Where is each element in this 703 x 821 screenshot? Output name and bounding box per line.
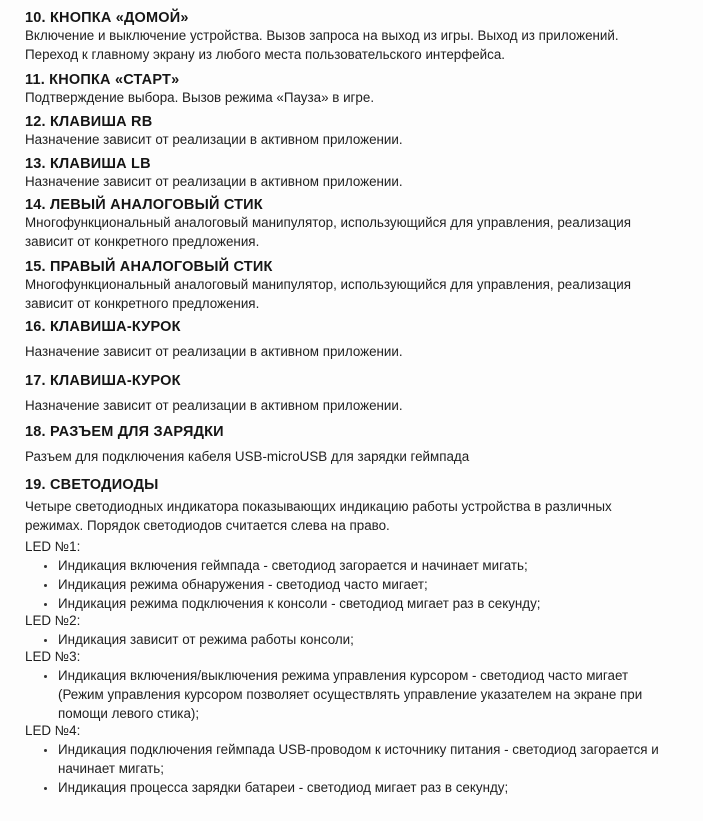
section-text: Многофункциональный аналоговый манипулятор, использующийся для управления, реализация зависит от конкретного предложения. [25,215,631,249]
bullet-icon [40,575,54,594]
section-text: Четыре светодиодных индикатора показывающих индикацию работы устройства в различных режимах. Порядок светодиодов считается слева на право. [25,499,612,533]
list-item: Индикация режима обнаружения - светодиод часто мигает; [40,575,673,594]
section-title: 12. КЛАВИША RB [25,114,153,130]
led-4-label: LED №4: [25,723,81,738]
list-item: Индикация режима подключения к консоли - светодиод мигает раз в секунду; [40,594,673,613]
led-3-label: LED №3: [25,649,81,664]
section-10 [25,9,673,64]
section-title: 16. КЛАВИША-КУРОК [25,319,181,335]
section-text: Включение и выключение устройства. Вызов запроса на выход из игры. Выход из приложений. Переход к главному экрану из любого места пользовательского интерфейса. [25,28,619,62]
bullet-icon [40,594,54,613]
section-title: 13. КЛАВИША LB [25,156,151,172]
section-17 [25,372,673,416]
section-title: 10. КНОПКА «ДОМОЙ» [25,10,189,26]
section-18 [25,423,673,467]
bullet-icon [40,556,54,575]
bullet-icon [40,630,54,649]
section-text: Разъем для подключения кабеля USB-microUSB для зарядки геймпада [25,449,470,464]
bullet-icon [40,740,54,759]
list-item: Индикация зависит от режима работы консоли; [40,630,673,649]
section-title: 18. РАЗЪЕМ ДЛЯ ЗАРЯДКИ [25,424,224,440]
section-title: 11. КНОПКА «СТАРТ» [25,72,180,88]
list-item: Индикация процесса зарядки батареи - светодиод мигает раз в секунду; [40,778,673,797]
section-text: Назначение зависит от реализации в активном приложении. [25,174,403,189]
section-12 [25,113,673,150]
led-2-label: LED №2: [25,613,81,628]
bullet-icon [40,666,54,685]
bullet-icon [40,778,54,797]
section-15 [25,258,673,313]
list-item: Индикация включения/выключения режима управления курсором - светодиод часто мигает (Режим управления курсором позволяет осуществлять управление указателем на экране при помощи левого стика); [40,666,673,723]
section-text: Назначение зависит от реализации в активном приложении. [25,398,403,413]
section-text: Назначение зависит от реализации в активном приложении. [25,344,403,359]
section-title: 19. СВЕТОДИОДЫ [25,477,159,493]
section-text: Назначение зависит от реализации в активном приложении. [25,132,403,147]
section-title: 15. ПРАВЫЙ АНАЛОГОВЫЙ СТИК [25,259,273,275]
list-item: Индикация включения геймпада - светодиод загорается и начинает мигать; [40,556,673,575]
led-1-label: LED №1: [25,539,81,554]
section-text: Многофункциональный аналоговый манипулятор, использующийся для управления, реализация зависит от конкретного предложения. [25,277,631,311]
section-title: 17. КЛАВИША-КУРОК [25,373,181,389]
section-14 [25,196,673,251]
section-13 [25,155,673,192]
section-title: 14. ЛЕВЫЙ АНАЛОГОВЫЙ СТИК [25,197,263,213]
section-19 [25,476,673,535]
section-text: Подтверждение выбора. Вызов режима «Пауза» в игре. [25,90,375,105]
list-item: Индикация подключения геймпада USB-проводом к источнику питания - светодиод загорается и начинает мигать; [40,740,673,778]
section-16 [25,318,673,362]
section-11 [25,71,673,108]
